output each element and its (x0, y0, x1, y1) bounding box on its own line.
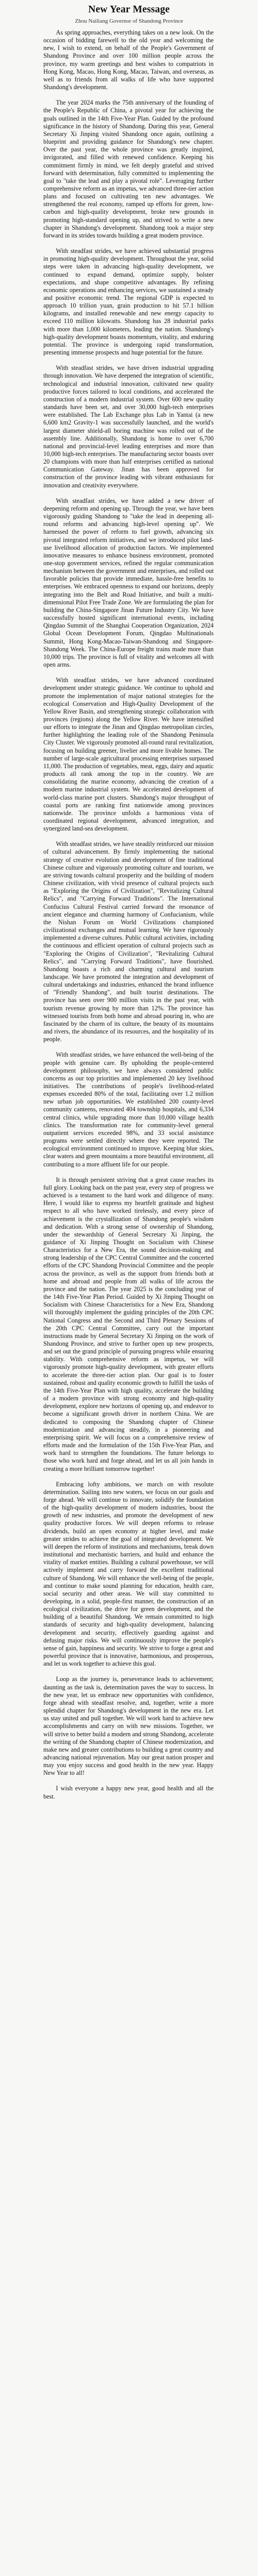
paragraph-10: Embracing lofty ambitions, we march on with resolute determination. Sailing into new waters, we focus on our goals and forge ahead. We will continue to innovate, solidify the foundation of the high-quality development of modern industries, boost the growth of new industries, and promote the development of new quality productive forces. We will deepen reforms to release dividends, build an open economy at higher level, and make greater strides to achieve the goal of integrated development. We will deepen the reform of institutions and mechanisms, break down institutional and mechanistic barriers, and build and enhance the vitality of market entities. Building a cultural powerhouse, we will actively implement and carry forward the excellent traditional culture of Shandong. We will enhance the well-being of the people, and continue to make sound planning for education, health care, social security and other areas. We will stay committed to developing, in a solid, people-first manner, the construction of an ecological civilization, the drive for green development, and the building of a beautiful Shandong. We remain committed to high standards of security and high-quality development, balancing development and security, effectively guarding against and defusing major risks. We will continuously improve the people's sense of gain, happiness and security. We strive to forge a great and powerful province that is innovative, harmonious, and prosperous, and let us work together to achieve this goal. (43, 1480, 214, 1668)
paragraph-9: It is through persistent striving that a great cause reaches its full glory. Looking back on the past year, every step of progress we achieved is a testament to the hard work and diligence of many. Here, I would like to express my heartfelt gratitude and highest respect to all who have worked tirelessly, and every piece of achievement is the crystallization of Shandong people's wisdom and dedication. With a strong sense of ownership of Shandong, under the stewardship of General Secretary Xi Jinping, the guidance of Xi Jinping Thought on Socialism with Chinese Characteristics for a New Era, the sound decision-making and strong leadership of the CPC Central Committee and the concerted efforts of the CPC Shandong Provincial Committee and the people across the province, as well as the support from friends both at home and abroad and people from all walks of life across the province and the nation. The year 2025 is the concluding year of the 14th Five-Year Plan Period. Guided by Xi Jinping Thought on Socialism with Chinese Characteristics for a New Era, Shandong will thoroughly implement the guiding principles of the 20th CPC National Congress and the Second and Third Plenary Sessions of the 20th CPC Central Committee, carry out the important instructions made by General Secretary Xi Jinping on the work of Shandong Province, and strive to further open up new prospects, and set out the grand principle of pursuing progress while ensuring stability. With comprehensive reform as impetus, we will vigorously promote high-quality development, with greater efforts to accelerate the three-tier action plan. Our goal is to foster sustained, robust and quality economic growth to fulfill the tasks of the 14th Five-Year Plan with high quality, accelerate the building of a modern province with strong economy and high-quality development, explore new horizons of opening up, and endeavor to become a significant growth driver in northern China. We are dedicated to composing the Shandong chapter of Chinese modernization and advancing steadily, in a pioneering and enterprising spirit. We will focus on a comprehensive review of efforts made and the formulation of the 15th Five-Year Plan, and work hard to strengthen the foundations. The future belongs to those who work hard and forge ahead, and let us all join hands in creating a more brilliant tomorrow together! (43, 1176, 214, 1472)
paragraph-7: With steadfast strides, we have steadily reinforced our mission of cultural advancement. By firmly implementing the national strategy of creative evolution and development of fine traditional Chinese culture and vigorously promoting culture and tourism, we are striving towards cultural prosperity and the building of modern Chinese civilization, with vivid presence of cultural projects such as "Exploring the Origins of Civilization", "Revitalizing Cultural Relics", and "Carrying Forward Traditions". The International Confucius Cultural Festival carried forward the resonance of ancient elegance and charming harmony of Confucianism, while the Nishan Forum on World Civilizations championed civilizational exchanges and mutual learning. We have rigorously implemented a diverse cultures. Public cultural activities, including the continuous and efficient operation of cultural projects such as "Exploring the Origins of Civilization", "Revitalizing Cultural Relics", and "Carrying Forward Traditions", have flourished. Shandong boasts a rich and charming cultural and tourism landscape. We have promoted the integration and development of cultural undertakings and industries, enhanced the brand influence of "Friendly Shandong", and built tourist destinations. The province has seen over 900 million visits in the past year, with tourism revenue growing by more than 12%. The province has witnessed tourists from both home and abroad pouring in, who are fascinated by the charm of its culture, the beauty of its mountains and rivers, the abundance of its resources, and the hospitality of its people. (43, 840, 214, 1043)
document-body (43, 29, 214, 1801)
paragraph-6: With steadfast strides, we have advanced coordinated development under strategic guidance. We continue to uphold and promote the implementation of major national strategies for the ecological Conservation and High-Quality Development of the Yellow River Basin, and strengthening strategic collaboration with provinces (regions) along the Yellow River. We have intensified our efforts to integrate the Jinan and Qingdao metropolitan circles, further highlighting the leading role of the Shandong Peninsula City Cluster. We vigorously promoted all-round rural revitalization, focusing on building greener, livelier and more livable homes. The number of large-scale agricultural processing enterprises surpassed 11,000. The production of vegetables, meat, eggs, dairy and aquatic products all rank among the top in the country. We are consolidating the marine economy, advancing the creation of a modern marine industrial system. We accelerated development of world-class marine port clusters. Shandong's major throughput of coastal ports are ranking first nationwide among provinces nationwide. The province unfolds a harmonious vista of coordinated regional development, advanced integration, and synergized land-sea development. (43, 676, 214, 833)
paragraph-5: With steadfast strides, we have added a new driver of deepening reform and opening up. Through the year, we have been vigorously guiding Shandong to "take the lead in deepening all-round reforms and advancing high-level opening up". We harnessed the power of reform to fuel growth, advancing six pivotal integrated reform initiatives, and we introduced pilot land-use livelihood allocation of production factors. We implemented innovative measures to enhance business environment, promoted one-stop government services, refined the regular communication mechanism between the government and enterprises, and rolled out favorable policies that provide immediate, hassle-free benefits to enterprises. We embraced openness to expand our horizons, deeply integrating into the Belt and Road Initiative, and built a multi-dimensional Pilot Free Trade Zone. We are formulating the plan for building the China-Singapore Jinan Future Industry City. We have successfully hosted significant international events, including Qingdao Summit of the Shanghai Cooperation Organization, 2024 Global Ocean Development Forum, Qingdao Multinationals Summit, Hong Kong-Macao-Taiwan-Shandong and Singapore-Shandong Week. The China-Europe freight trains made more than 10,000 trips. The province is full of vitality and welcomes all with open arms. (43, 497, 214, 669)
document-title: New Year Message (88, 4, 170, 15)
paragraph-2: The year 2024 marks the 75th anniversary of the founding of the People's Republic of China, a pivotal year for achieving the goals outlined in the 14th Five-Year Plan. Guided by the profound significance in the history of Shandong. During this year, General Secretary Xi Jinping visited Shandong once again, outlining a blueprint and providing guidance for Shandong's new chapter. Over the past year, the whole province was greatly inspired, invigorated, and filled with renewed confidence. Keeping his commitment firmly in mind, we felt deeply grateful and strived forward with determination, fully committed to implementing the goal to "take the lead and play a pivotal role". Leveraging further comprehensive reform as an impetus, we advanced three-tier action plans and focused on cultivating ten new advantages. We strengthened the real economy, ramped up efforts for green, low-carbon and high-quality development, broke new grounds in promoting high-standard opening up, and strived to write a new chapter in Shandong's development. Shandong took a major step forward in its strides towards building a great modern province. (43, 99, 214, 239)
paragraph-8: With steadfast strides, we have enhanced the well-being of the people with genuine care. By upholding the people-centered development philosophy, we have always considered public concerns as our top priorities and implemented 20 key livelihood initiatives. The contributions of people's livelihood-related expenses exceeded 80% of the total, facilitating over 1.2 million new urban job opportunities. We established 200 county-level community canteens, renovated 404 township hospitals, and 6,334 central clinics, while upgrading more than 10,000 village health clinics. The transformation rate for community-level general outpatient services exceeded 98%, and 33 social assistance programs were settled directly where they were reported. The ecological environment continued to improve. Keeping blue skies, clear waters and green mountains a more beautiful environment, all contributing to a more affluent life for our people. (43, 1051, 214, 1168)
paragraph-11: Loop as the journey is, perseverance leads to achievement; daunting as the task is, determination paves the way to success. In the new year, let us embrace new opportunities with confidence, forge ahead with steadfast resolve, and, together, write a more splendid chapter for Shandong's development in the new era. Let us stay united and pull together. We will work hard to achieve new accomplishments and carry on with new missions. Together, we will strive to better build a modern and strong Shandong, accelerate the writing of the Shandong chapter of Chinese modernization, and make new and greater contributions to building a great country and advancing national rejuvenation. May our great nation prosper and may you enjoy success and good health in the new year. Happy New Year to all! (43, 1675, 214, 1777)
paragraph-3: With steadfast strides, we have achieved substantial progress in promoting high-quality development. Throughout the year, solid steps were taken in advancing high-quality development, we continued to expand demand, optimize supply, bolster expectations, and shape competitive advantages. By refining economic operations and enhancing services, we sustained a steady and positive economic trend. The regional GDP is expected to approach 10 trillion yuan, grain production to hit 57.1 billion kilograms, and installed renewable and new energy capacity to exceed 110 million kilowatts. Shandong has 28 industrial parks with more than 1,000 kilometers, leading the nation. Shandong's high-quality development boasts momentum, vitality, and enduring potential. The province is undergoing rapid transformation, presenting immense prospects and huge potential for the future. (43, 247, 214, 357)
paragraph-12: I wish everyone a happy new year, good health and all the best. (43, 1785, 214, 1800)
paragraph-1: As spring approaches, everything takes on a new look. On the occasion of bidding farewell to the old year and welcoming the new, I wish to extend, on behalf of the People's Government of Shandong Province and over 100 million people across the province, my warm greetings and best wishes to compatriots in Hong Kong, Macao, Hong Kong, Macao, Taiwan, and overseas, as well as to friends from all walks of life who have supported Shandong's development. (43, 29, 214, 91)
paragraph-4: With steadfast strides, we have driven industrial upgrading through innovation. We have deepened the integration of scientific, technological and industrial innovation, cultivated new quality productive forces tailored to local conditions, and accelerated the construction of a modern industrial system. Over 600 new quality standards have been set, and over 30,000 high-tech enterprises were established. The Lab Exchange plus Lab in Yantai (a new 6,600 km2 Gravity-1 was successfully launched, and the world's largest diameter shield-all boring machine was rolled out of the assembly line. Additionally, Shandong is home to over 6,700 national and provincial-level leading enterprises and more than 10,000 high-tech enterprises. The manufacturing sector boasts over 20 champions with more than half enterprises certified as national Communication Gateway. Jinan has been approved for construction of the province leading with vibrant enthusiasm for innovation and creativity everywhere. (43, 364, 214, 489)
document-author: Zhou Nailiang Governor of Shandong Province (75, 18, 183, 24)
